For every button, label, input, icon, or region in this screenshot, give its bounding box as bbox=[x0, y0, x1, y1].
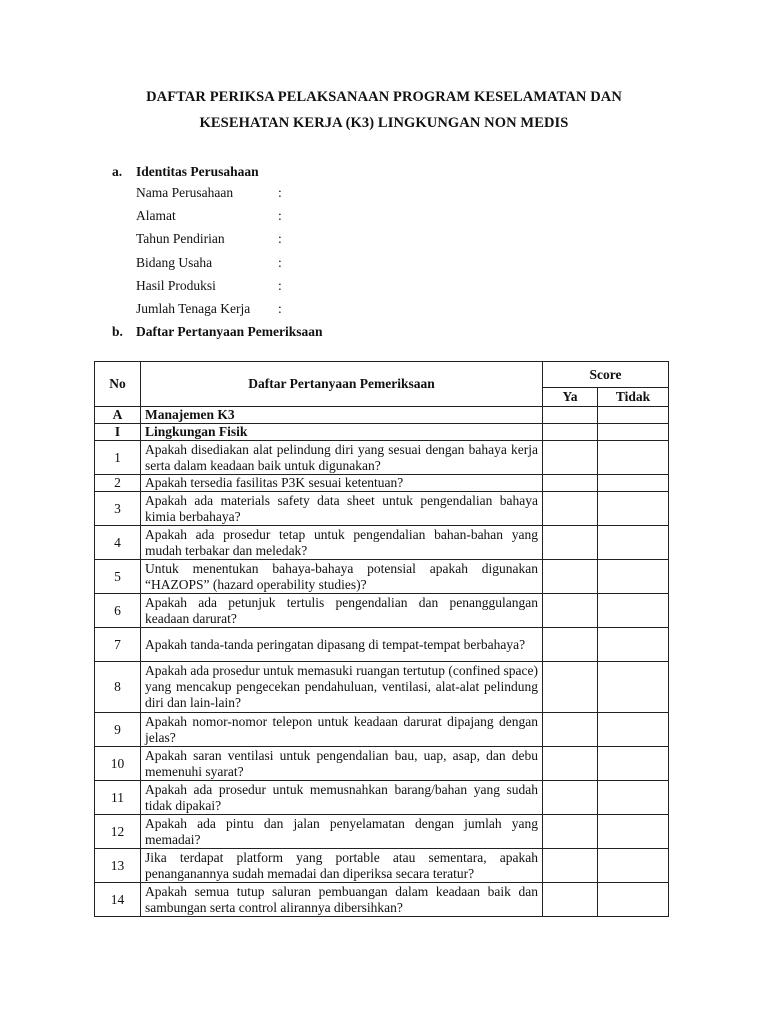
row-number: 11 bbox=[95, 781, 141, 815]
answer-yes-cell[interactable] bbox=[543, 815, 598, 849]
field-label: Alamat bbox=[136, 208, 176, 223]
row-question: Apakah tersedia fasilitas P3K sesuai ketentuan? bbox=[141, 475, 543, 492]
field-label: Tahun Pendirian bbox=[136, 231, 225, 246]
row-number: 12 bbox=[95, 815, 141, 849]
answer-no-cell[interactable] bbox=[598, 492, 669, 526]
answer-no-cell[interactable] bbox=[598, 628, 669, 662]
answer-yes-cell[interactable] bbox=[543, 662, 598, 713]
row-number: 4 bbox=[95, 526, 141, 560]
table-row bbox=[95, 492, 669, 526]
row-question: Manajemen K3 bbox=[141, 407, 543, 424]
answer-yes-cell[interactable] bbox=[543, 526, 598, 560]
row-number: 5 bbox=[95, 560, 141, 594]
header-score: Score bbox=[543, 362, 669, 388]
row-question: Apakah ada materials safety data sheet untuk pengendalian bahaya kimia berbahaya? bbox=[141, 492, 543, 526]
table-row bbox=[95, 560, 669, 594]
row-question: Apakah disediakan alat pelindung diri yang sesuai dengan bahaya kerja serta dalam keadaan baik untuk digunakan? bbox=[141, 441, 543, 475]
field-alamat bbox=[136, 206, 282, 226]
answer-yes-cell[interactable] bbox=[543, 713, 598, 747]
row-question: Apakah ada prosedur untuk memasuki ruangan tertutup (confined space) yang mencakup pengecekan pendahuluan, ventilasi, alat-alat pelindung diri dan lain-lain? bbox=[141, 662, 543, 713]
row-question: Apakah saran ventilasi untuk pengendalian bau, uap, asap, dan debu memenuhi syarat? bbox=[141, 747, 543, 781]
document-title-line-2: KESEHATAN KERJA (K3) LINGKUNGAN NON MEDIS bbox=[199, 115, 569, 131]
row-question: Apakah ada pintu dan jalan penyelamatan dengan jumlah yang memadai? bbox=[141, 815, 543, 849]
field-label: Bidang Usaha bbox=[136, 255, 213, 270]
section-b-heading bbox=[112, 324, 322, 340]
field-label: Jumlah Tenaga Kerja bbox=[136, 301, 251, 316]
answer-yes-cell[interactable] bbox=[543, 407, 598, 424]
answer-no-cell[interactable] bbox=[598, 594, 669, 628]
header-question: Daftar Pertanyaan Pemeriksaan bbox=[141, 362, 543, 407]
answer-no-cell[interactable] bbox=[598, 424, 669, 441]
table-row bbox=[95, 424, 669, 441]
table-row bbox=[95, 407, 669, 424]
row-question: Apakah tanda-tanda peringatan dipasang di tempat-tempat berbahaya? bbox=[141, 628, 543, 662]
field-jumlah-tenaga-kerja bbox=[136, 299, 282, 319]
row-question: Apakah nomor-nomor telepon untuk keadaan darurat dipajang dengan jelas? bbox=[141, 713, 543, 747]
section-a-letter: a. bbox=[112, 164, 123, 179]
answer-no-cell[interactable] bbox=[598, 560, 669, 594]
answer-no-cell[interactable] bbox=[598, 662, 669, 713]
header-no-answer: Tidak bbox=[598, 388, 669, 407]
table-row bbox=[95, 441, 669, 475]
row-number: I bbox=[95, 424, 141, 441]
answer-no-cell[interactable] bbox=[598, 849, 669, 883]
row-question: Lingkungan Fisik bbox=[141, 424, 543, 441]
answer-no-cell[interactable] bbox=[598, 526, 669, 560]
answer-yes-cell[interactable] bbox=[543, 560, 598, 594]
row-number: 13 bbox=[95, 849, 141, 883]
row-question: Apakah ada petunjuk tertulis pengendalian dan penanggulangan keadaan darurat? bbox=[141, 594, 543, 628]
answer-no-cell[interactable] bbox=[598, 747, 669, 781]
header-yes: Ya bbox=[543, 388, 598, 407]
answer-yes-cell[interactable] bbox=[543, 424, 598, 441]
table-row bbox=[95, 628, 669, 662]
field-separator: : bbox=[278, 255, 282, 270]
row-number: 10 bbox=[95, 747, 141, 781]
row-number: 6 bbox=[95, 594, 141, 628]
checklist-body bbox=[95, 407, 669, 917]
table-row bbox=[95, 747, 669, 781]
table-row bbox=[95, 594, 669, 628]
answer-yes-cell[interactable] bbox=[543, 441, 598, 475]
field-label: Hasil Produksi bbox=[136, 278, 216, 293]
table-row bbox=[95, 849, 669, 883]
row-question: Apakah ada prosedur tetap untuk pengendalian bahan-bahan yang mudah terbakar dan meledak? bbox=[141, 526, 543, 560]
row-question: Untuk menentukan bahaya-bahaya potensial apakah digunakan “HAZOPS” (hazard operability studies)? bbox=[141, 560, 543, 594]
field-tahun-pendirian bbox=[136, 229, 282, 249]
checklist-table bbox=[94, 361, 669, 917]
table-row bbox=[95, 883, 669, 917]
answer-no-cell[interactable] bbox=[598, 815, 669, 849]
row-number: 1 bbox=[95, 441, 141, 475]
field-nama-perusahaan bbox=[136, 183, 282, 203]
answer-no-cell[interactable] bbox=[598, 713, 669, 747]
row-question: Jika terdapat platform yang portable atau sementara, apakah penanganannya sudah memadai dan diperiksa secara teratur? bbox=[141, 849, 543, 883]
answer-yes-cell[interactable] bbox=[543, 747, 598, 781]
section-a-heading bbox=[112, 164, 259, 180]
row-question: Apakah semua tutup saluran pembuangan dalam keadaan baik dan sambungan serta control alirannya dibersihkan? bbox=[141, 883, 543, 917]
field-label: Nama Perusahaan bbox=[136, 185, 234, 200]
row-number: 9 bbox=[95, 713, 141, 747]
field-separator: : bbox=[278, 278, 282, 293]
table-row bbox=[95, 662, 669, 713]
section-a-title: Identitas Perusahaan bbox=[136, 164, 259, 179]
table-row bbox=[95, 781, 669, 815]
field-bidang-usaha bbox=[136, 253, 282, 273]
field-separator: : bbox=[278, 208, 282, 223]
field-hasil-produksi bbox=[136, 276, 282, 296]
document-title-line-1: DAFTAR PERIKSA PELAKSANAAN PROGRAM KESELAMATAN DAN bbox=[146, 89, 622, 105]
answer-yes-cell[interactable] bbox=[543, 883, 598, 917]
row-question: Apakah ada prosedur untuk memusnahkan barang/bahan yang sudah tidak dipakai? bbox=[141, 781, 543, 815]
answer-yes-cell[interactable] bbox=[543, 594, 598, 628]
field-separator: : bbox=[278, 185, 282, 200]
answer-yes-cell[interactable] bbox=[543, 781, 598, 815]
field-separator: : bbox=[278, 301, 282, 316]
answer-yes-cell[interactable] bbox=[543, 475, 598, 492]
row-number: 2 bbox=[95, 475, 141, 492]
answer-yes-cell[interactable] bbox=[543, 492, 598, 526]
row-number: 8 bbox=[95, 662, 141, 713]
answer-no-cell[interactable] bbox=[598, 407, 669, 424]
answer-no-cell[interactable] bbox=[598, 441, 669, 475]
row-number: A bbox=[95, 407, 141, 424]
answer-yes-cell[interactable] bbox=[543, 849, 598, 883]
answer-no-cell[interactable] bbox=[598, 475, 669, 492]
answer-yes-cell[interactable] bbox=[543, 628, 598, 662]
field-separator: : bbox=[278, 231, 282, 246]
answer-no-cell[interactable] bbox=[598, 883, 669, 917]
row-number: 14 bbox=[95, 883, 141, 917]
row-number: 3 bbox=[95, 492, 141, 526]
row-number: 7 bbox=[95, 628, 141, 662]
section-b-title: Daftar Pertanyaan Pemeriksaan bbox=[136, 324, 323, 339]
table-row bbox=[95, 526, 669, 560]
table-row bbox=[95, 475, 669, 492]
answer-no-cell[interactable] bbox=[598, 781, 669, 815]
table-row bbox=[95, 713, 669, 747]
section-b-letter: b. bbox=[112, 324, 123, 339]
header-no: No bbox=[95, 362, 141, 407]
table-row bbox=[95, 815, 669, 849]
